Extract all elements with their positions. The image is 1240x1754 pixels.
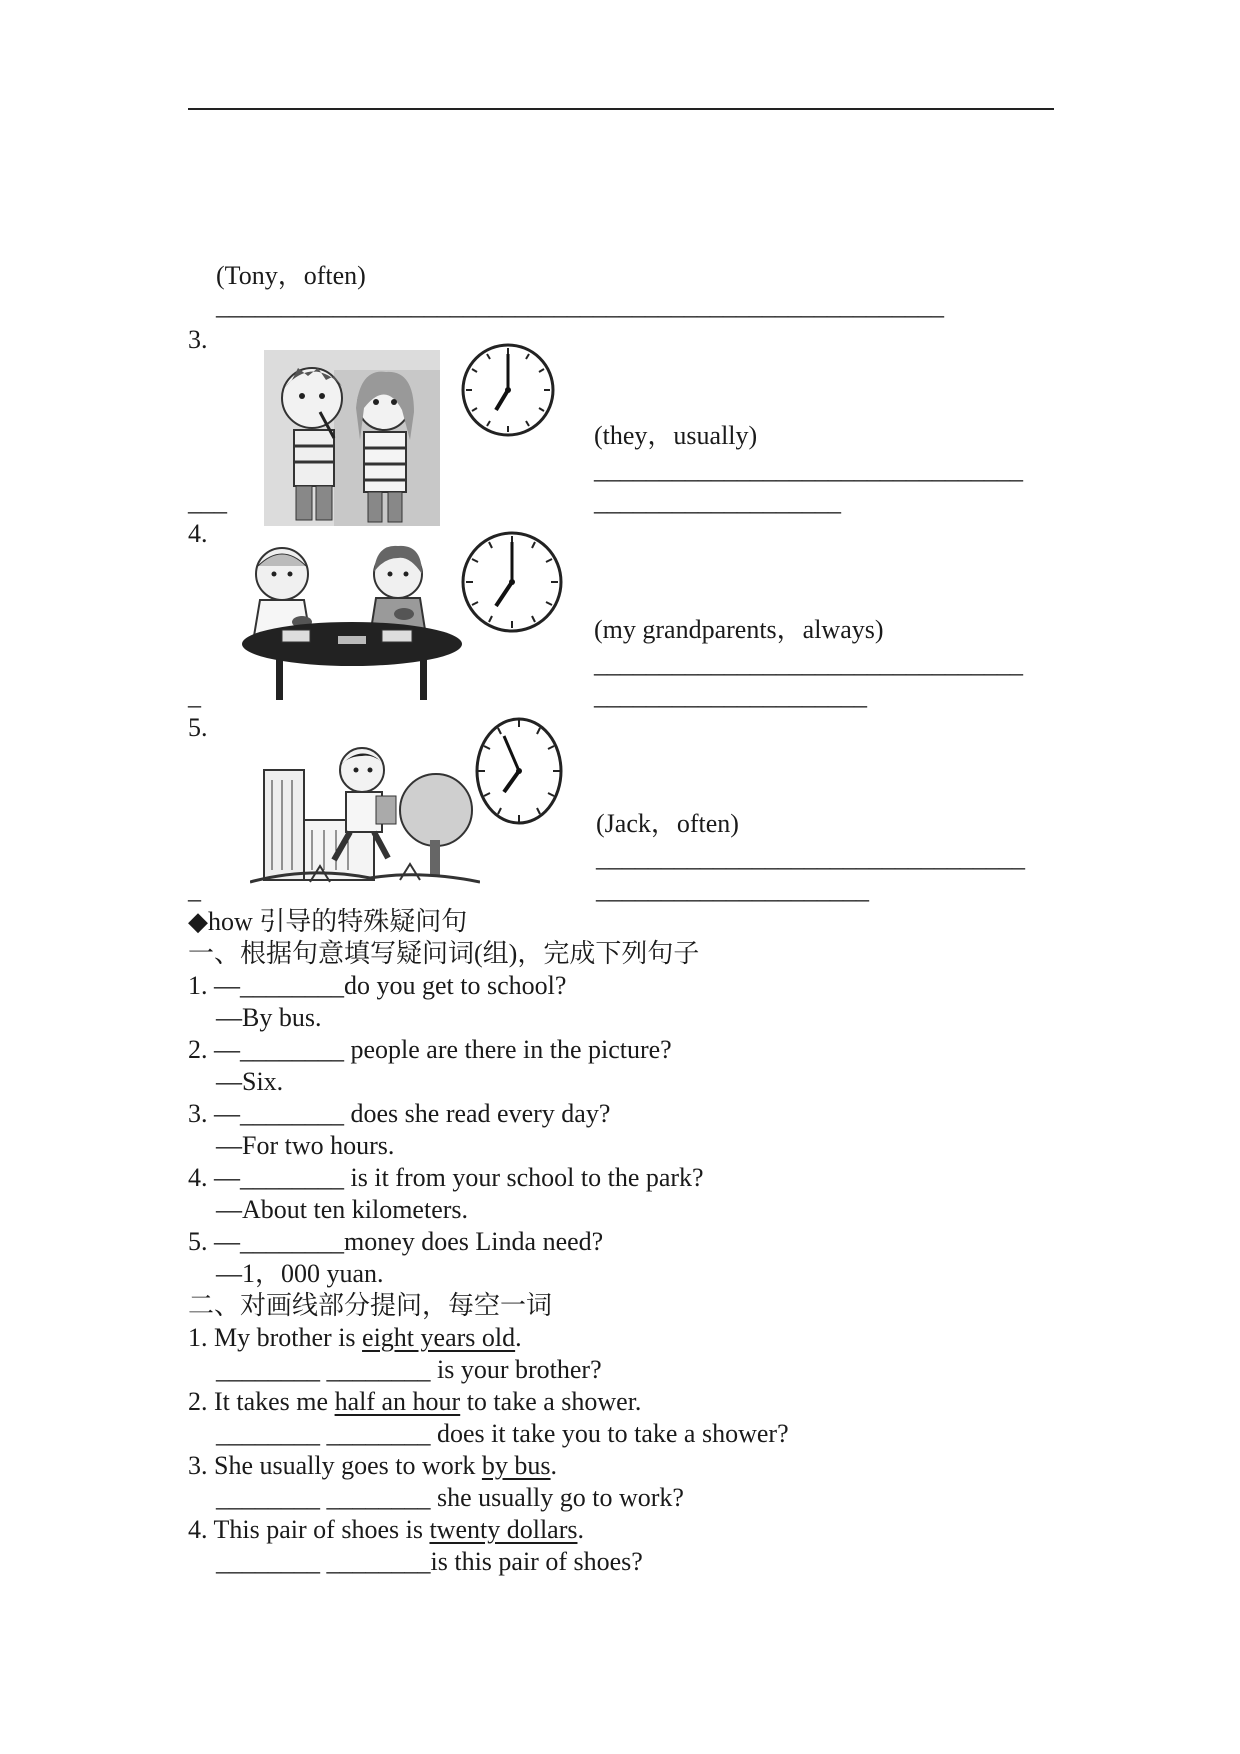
part-2-title: 二、对画线部分提问，每空一词 [188, 1291, 553, 1320]
part2-answer-1: ________ ________ is your brother? [216, 1355, 602, 1384]
item-3-answer-line-1: _________________________________ [594, 455, 1023, 484]
part2-sentence-4: 4. This pair of shoes is twenty dollars. [188, 1515, 584, 1544]
item-5-answer-line-2: _____________________ [596, 875, 869, 904]
part1-answer-2: —Six. [216, 1067, 284, 1096]
clock-icon [474, 716, 564, 826]
item-5-hint: (Jack，often) [596, 809, 739, 838]
item-3-left-stub: ___ [188, 487, 227, 516]
grandparents-breakfast-illustration [240, 536, 464, 702]
part1-answer-5: —1，000 yuan. [216, 1259, 384, 1288]
header-rule [188, 108, 1054, 110]
brushing-teeth-illustration [264, 350, 440, 526]
item-4-answer-line-2: _____________________ [594, 681, 867, 710]
part2-answer-4: ________ ________is this pair of shoes? [216, 1547, 643, 1576]
item-3-hint: (they，usually) [594, 421, 758, 450]
underlined-phrase: twenty dollars [429, 1515, 578, 1544]
part-1-title: 一、根据句意填写疑问词(组)，完成下列句子 [188, 939, 700, 968]
underlined-phrase: half an hour [334, 1387, 461, 1416]
part2-sentence-1: 1. My brother is eight years old. [188, 1323, 522, 1352]
item-5-number: 5. [188, 713, 208, 742]
part2-sentence-3: 3. She usually goes to work by bus. [188, 1451, 558, 1480]
part1-answer-1: —By bus. [216, 1003, 322, 1032]
part2-answer-3: ________ ________ she usually go to work? [216, 1483, 684, 1512]
part1-answer-3: —For two hours. [216, 1131, 395, 1160]
going-to-school-illustration [250, 740, 480, 890]
underlined-phrase: eight years old [362, 1323, 516, 1352]
part1-answer-4: —About ten kilometers. [216, 1195, 469, 1224]
item-4-number: 4. [188, 519, 208, 548]
clock-icon [460, 530, 564, 634]
underlined-phrase: by bus [481, 1451, 551, 1480]
item-4-left-stub: _ [188, 681, 201, 710]
part1-question-1: 1. —________do you get to school? [188, 971, 567, 1000]
part1-question-3: 3. —________ does she read every day? [188, 1099, 611, 1128]
item-3-number: 3. [188, 325, 208, 354]
q2-answer-line: ________________________________________________________ [216, 291, 944, 320]
part2-sentence-2: 2. It takes me half an hour to take a shower. [188, 1387, 642, 1416]
clock-icon [460, 342, 556, 438]
item-3-answer-line-2: ___________________ [594, 487, 841, 516]
part1-question-2: 2. —________ people are there in the picture? [188, 1035, 672, 1064]
item-4-hint: (my grandparents，always) [594, 615, 884, 644]
part1-question-4: 4. —________ is it from your school to the park? [188, 1163, 704, 1192]
section-heading: ◆how 引导的特殊疑问句 [188, 907, 468, 936]
item-5-answer-line-1: _________________________________ [596, 843, 1025, 872]
part2-answer-2: ________ ________ does it take you to take a shower? [216, 1419, 789, 1448]
q2-hint: (Tony，often) [216, 261, 366, 290]
item-4-answer-line-1: _________________________________ [594, 649, 1023, 678]
part1-question-5: 5. —________money does Linda need? [188, 1227, 604, 1256]
item-5-left-stub: _ [188, 875, 201, 904]
